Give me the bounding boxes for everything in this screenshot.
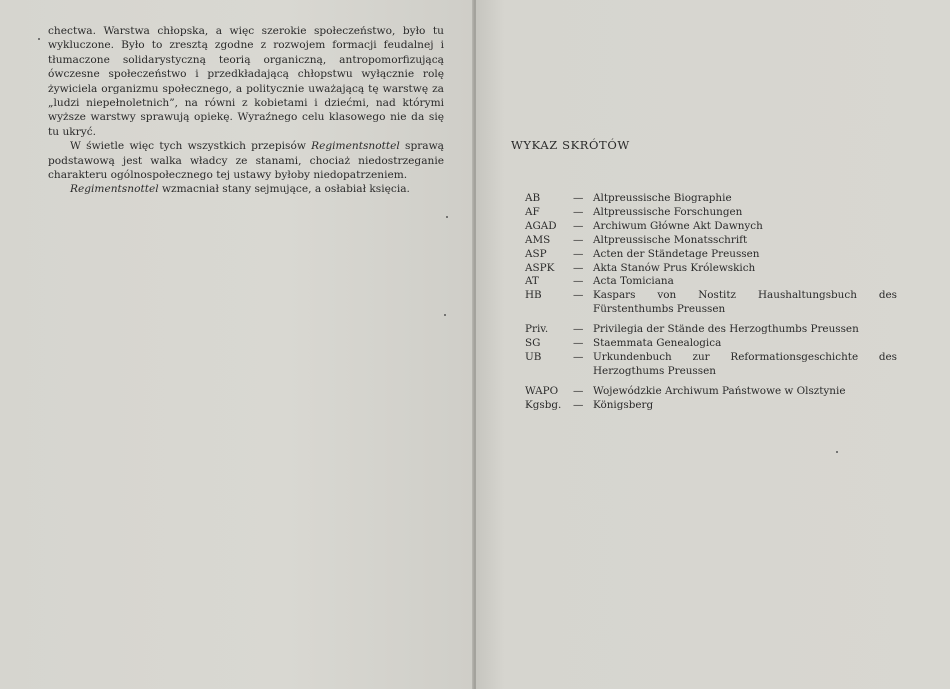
- left-page-text: [48, 24, 444, 197]
- abbreviation-row: [525, 275, 897, 289]
- abbreviation-row: [525, 351, 897, 379]
- abbreviation-dash: —: [573, 323, 584, 336]
- abbreviation-description: Kaspars von Nostitz Haushaltungsbuch des Fürstenthumbs Preussen: [593, 289, 897, 316]
- body-paragraph: [48, 182, 444, 196]
- abbreviation-row: [525, 289, 897, 317]
- abbreviation-dash: —: [573, 192, 584, 204]
- abbreviation-code: SG: [525, 337, 541, 350]
- abbreviation-code: AB: [525, 192, 541, 204]
- abbreviation-dash: —: [573, 337, 584, 350]
- body-paragraph: [48, 24, 444, 139]
- abbreviation-row: [525, 399, 897, 413]
- abbreviation-description: Altpreussische Forschungen: [593, 205, 743, 218]
- paper-speck: [444, 314, 446, 316]
- abbreviation-description: Wojewódzkie Archiwum Państwowe w Olsztynie: [593, 384, 846, 397]
- abbreviation-description: Archiwum Główne Akt Dawnych: [593, 219, 763, 232]
- abbreviation-dash: —: [573, 275, 584, 288]
- abbreviation-dash: —: [573, 289, 584, 302]
- abbreviation-description: Urkundenbuch zur Reformationsgeschichte des Herzogthums Preussen: [593, 350, 897, 377]
- abbreviation-dash: —: [573, 219, 584, 232]
- paper-speck: [446, 216, 448, 218]
- abbreviation-code: AGAD: [525, 219, 557, 232]
- abbreviation-row: [525, 337, 897, 351]
- abbreviation-list: [525, 192, 897, 413]
- paragraph-text: wzmacniał stany sejmujące, a osłabiał księcia.: [158, 183, 410, 196]
- abbreviation-description: Königsberg: [593, 398, 654, 411]
- abbreviation-dash: —: [573, 233, 584, 246]
- abbreviation-dash: —: [573, 398, 584, 411]
- abbreviation-dash: —: [573, 350, 584, 363]
- abbreviation-code: WAPO: [525, 384, 559, 397]
- abbreviation-row: [525, 206, 897, 220]
- abbreviation-description: Acta Tomiciana: [593, 275, 674, 288]
- section-title: WYKAZ SKRÓTÓW: [511, 138, 630, 152]
- abbreviation-description: Privilegia der Stände des Herzogthumbs Preussen: [593, 323, 859, 336]
- abbreviation-description: Altpreussische Monatsschrift: [593, 233, 748, 246]
- abbreviation-code: AMS: [525, 233, 551, 246]
- abbreviation-code: AT: [525, 275, 539, 288]
- abbreviation-dash: —: [573, 205, 584, 218]
- abbreviation-code: ASP: [525, 247, 547, 260]
- italic-term: Regimentsnottel: [70, 183, 159, 196]
- abbreviation-row: [525, 234, 897, 248]
- abbreviation-row: [525, 323, 897, 337]
- paragraph-text: chectwa. Warstwa chłopska, a więc szerokie społeczeństwo, było tu wykluczone. Było to zresztą zgodne z rozwojem formacji feudalnej i tłumaczone solidarystyczną teorią organiczną, antropomorfizującą ówczesne społeczeństwo i przedkładającą chłopstwu wyłącznie rolę żywiciela organizmu społecznego, a politycznie uważającą tę warstwę za „ludzi niepełnoletnich”, na równi z kobietami i dziećmi, nad którymi wyższe warstwy sprawują opiekę. Wyraźnego celu klasowego nie da się tu ukryć.: [48, 25, 444, 138]
- paragraph-text: W świetle więc tych wszystkich przepisów: [70, 140, 312, 153]
- abbreviation-description: Altpreussische Biographie: [593, 192, 732, 204]
- abbreviation-row: [525, 220, 897, 234]
- body-paragraph: [48, 139, 444, 182]
- paper-speck: [836, 451, 838, 453]
- abbreviation-dash: —: [573, 384, 584, 397]
- abbreviation-row: [525, 385, 897, 399]
- abbreviation-description: Akta Stanów Prus Królewskich: [593, 261, 756, 274]
- abbreviation-code: ASPK: [525, 261, 555, 274]
- abbreviation-description: Acten der Ständetage Preussen: [593, 247, 760, 260]
- abbreviation-code: UB: [525, 350, 542, 363]
- italic-term: Regimentsnottel: [311, 140, 400, 153]
- abbreviation-row: [525, 262, 897, 276]
- left-page: [0, 0, 474, 689]
- abbreviation-code: HB: [525, 289, 542, 302]
- abbreviation-description: Staemmata Genealogica: [593, 337, 722, 350]
- abbreviation-dash: —: [573, 247, 584, 260]
- abbreviation-code: Priv.: [525, 323, 549, 336]
- abbreviation-code: AF: [525, 205, 540, 218]
- abbreviation-code: Kgsbg.: [525, 398, 562, 411]
- paragraph-text: sprawą podstawową jest walka władcy ze stanami, chociaż niedostrzeganie charakteru ogólnospołecznego tej ustawy byłoby niedopatrzeniem.: [48, 140, 444, 182]
- abbreviation-dash: —: [573, 261, 584, 274]
- abbreviation-row: [525, 248, 897, 262]
- abbreviation-row: [525, 192, 897, 206]
- paper-speck: [38, 38, 40, 40]
